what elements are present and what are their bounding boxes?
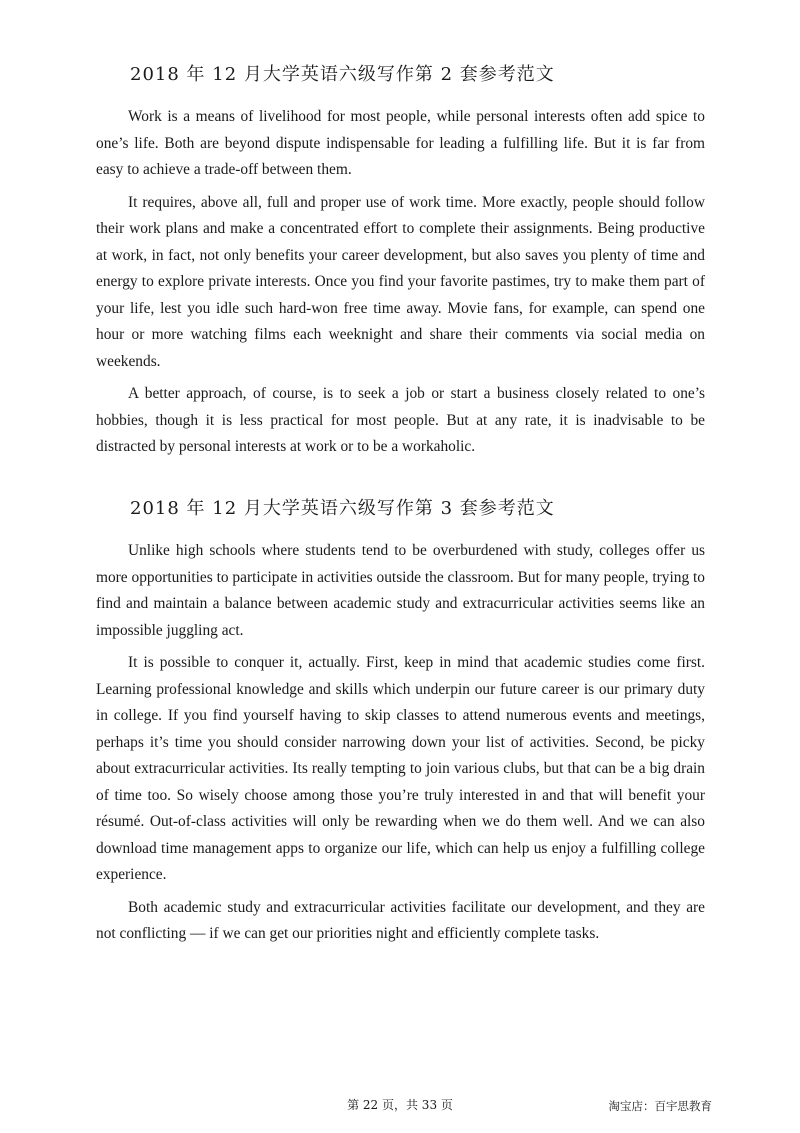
paragraph: It is possible to conquer it, actually. First, keep in mind that academic studies come first. Learning professional knowledge and skills which underpin our future career is our primary duty in college. If you find yourself having to skip classes to attend numerous events and meetings, perhaps it’s time you should consider narrowing down your list of activities. Second, be picky about extracurricular activities. Its really tempting to join various clubs, but that can be a big drain of time too. So wisely choose among those you’re truly interested in and that will benefit your résumé. Out-of-class activities will only be rewarding when we do them well. And we can also download time management apps to organize our life, which can help us enjoy a fulfilling college experience. bbox=[96, 654, 705, 883]
essay-body bbox=[96, 104, 705, 461]
section-title: 2018 年 12 月大学英语六级写作第 2 套参考范文 bbox=[130, 64, 555, 85]
essay-section-3 bbox=[96, 496, 705, 954]
paragraph: A better approach, of course, is to seek a job or start a business closely related to one’s hobbies, though it is less practical for most people. But at any rate, it is inadvisable to be distracted by personal interests at work or to be a workaholic. bbox=[96, 385, 705, 455]
paragraph: Both academic study and extracurricular activities facilitate our development, and they are not conflicting — if we can get our priorities night and efficiently complete tasks. bbox=[96, 898, 705, 942]
essay-section-2 bbox=[96, 62, 705, 467]
paragraph: It requires, above all, full and proper use of work time. More exactly, people should follow their work plans and make a concentrated effort to complete their assignments. Being productive at work, in fact, not only benefits your career development, but also saves you plenty of time and energy to explore private interests. Once you find your favorite pastimes, try to make them part of your life, lest you idle such hard-won free time away. Movie fans, for example, can spend one hour or more watching films each weeknight and share their comments via social media on weekends. bbox=[96, 193, 705, 370]
page-number: 第 22 页，共 33 页 bbox=[347, 1098, 453, 1112]
paragraph: Unlike high schools where students tend to be overburdened with study, colleges offer us more opportunities to participate in activities outside the classroom. But for many people, trying to find and maintain a balance between academic study and extracurricular activities seems like an impossible juggling act. bbox=[96, 542, 705, 639]
shop-label: 淘宝店：百宇思教育 bbox=[608, 1099, 712, 1113]
essay-body bbox=[96, 538, 705, 948]
section-title: 2018 年 12 月大学英语六级写作第 3 套参考范文 bbox=[130, 498, 555, 519]
paragraph: Work is a means of livelihood for most people, while personal interests often add spice to one’s life. Both are beyond dispute indispensable for leading a fulfilling life. But it is far from easy to achieve a trade-off between them. bbox=[96, 108, 705, 178]
